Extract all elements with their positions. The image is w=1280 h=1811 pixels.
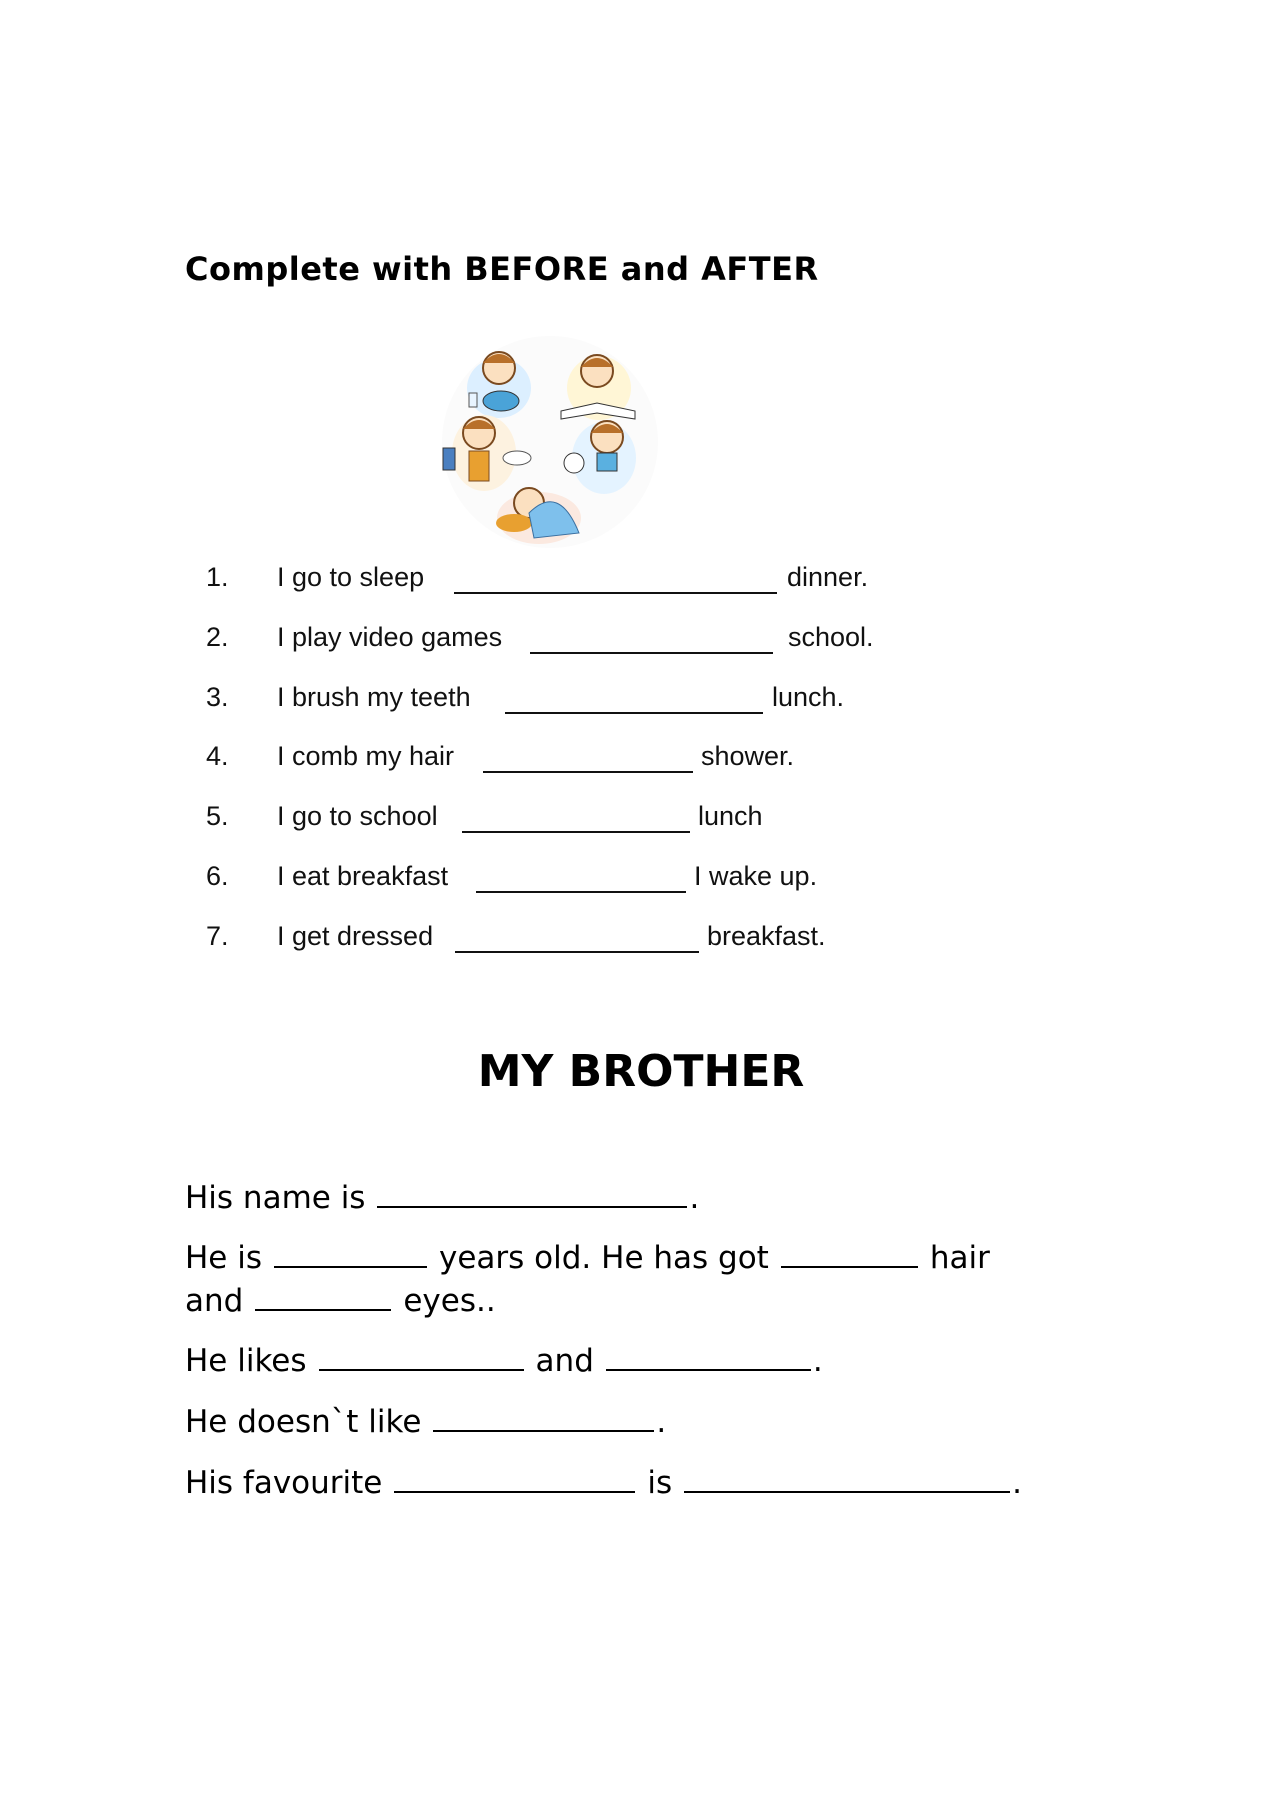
item-number: 2. bbox=[206, 622, 229, 652]
item-text: I go to school bbox=[277, 801, 438, 831]
sentence-text: . bbox=[812, 1343, 823, 1379]
answer-blank[interactable] bbox=[455, 921, 699, 953]
sentence-text: His favourite bbox=[185, 1465, 383, 1501]
sentence-eyes bbox=[185, 1279, 496, 1323]
item-text-end: I wake up. bbox=[694, 861, 818, 891]
sentence-text: His name is bbox=[185, 1180, 366, 1216]
item-text: I play video games bbox=[277, 622, 503, 652]
sentence-favourite bbox=[185, 1461, 1022, 1505]
item-text-end: shower. bbox=[701, 741, 795, 771]
item-number: 4. bbox=[206, 741, 229, 771]
answer-blank[interactable] bbox=[274, 1238, 427, 1268]
answer-blank[interactable] bbox=[454, 562, 777, 594]
sentence-dislikes bbox=[185, 1400, 666, 1444]
item-text-end: lunch. bbox=[772, 682, 845, 712]
item-text-end: school. bbox=[788, 622, 874, 652]
sentence-text: hair bbox=[929, 1240, 990, 1276]
sentence-text: . bbox=[689, 1180, 700, 1216]
sentence-text: He is bbox=[185, 1240, 263, 1276]
sentence-name bbox=[185, 1176, 699, 1220]
item-text: I get dressed bbox=[277, 921, 434, 951]
sentence-text: . bbox=[656, 1404, 667, 1440]
answer-blank[interactable] bbox=[530, 622, 773, 654]
answer-blank[interactable] bbox=[377, 1178, 687, 1208]
sentence-text: years old. He has got bbox=[439, 1240, 769, 1276]
answer-blank[interactable] bbox=[505, 682, 763, 714]
answer-blank[interactable] bbox=[781, 1238, 918, 1268]
sentence-text: He doesn`t like bbox=[185, 1404, 422, 1440]
sentence-text: and bbox=[535, 1343, 594, 1379]
answer-blank[interactable] bbox=[476, 861, 686, 893]
sentence-text: and bbox=[185, 1283, 244, 1319]
item-number: 3. bbox=[206, 682, 229, 712]
answer-blank[interactable] bbox=[483, 741, 693, 773]
answer-blank[interactable] bbox=[255, 1281, 391, 1311]
item-number: 6. bbox=[206, 861, 229, 891]
answer-blank[interactable] bbox=[606, 1341, 811, 1371]
answer-blank[interactable] bbox=[684, 1463, 1010, 1493]
sentence-text: is bbox=[647, 1465, 673, 1501]
item-number: 7. bbox=[206, 921, 229, 951]
sentence-age-hair bbox=[185, 1236, 990, 1280]
answer-blank[interactable] bbox=[462, 801, 690, 833]
item-text: I eat breakfast bbox=[277, 861, 449, 891]
sentence-text: He likes bbox=[185, 1343, 307, 1379]
item-text-end: breakfast. bbox=[707, 921, 826, 951]
item-text-end: lunch bbox=[698, 801, 763, 831]
item-text-end: dinner. bbox=[787, 562, 869, 592]
daily-routine-illustration bbox=[439, 333, 661, 551]
answer-blank[interactable] bbox=[433, 1402, 654, 1432]
answer-blank[interactable] bbox=[394, 1463, 635, 1493]
item-number: 5. bbox=[206, 801, 229, 831]
sentence-text: . bbox=[1012, 1465, 1023, 1501]
item-text: I go to sleep bbox=[277, 562, 425, 592]
exercise-title: Complete with BEFORE and AFTER bbox=[185, 250, 819, 288]
item-text: I comb my hair bbox=[277, 741, 455, 771]
answer-blank[interactable] bbox=[319, 1341, 524, 1371]
sentence-likes bbox=[185, 1339, 823, 1383]
section-title: MY BROTHER bbox=[477, 1046, 805, 1097]
item-text: I brush my teeth bbox=[277, 682, 471, 712]
item-number: 1. bbox=[206, 562, 229, 592]
sentence-text: eyes.. bbox=[403, 1283, 496, 1319]
